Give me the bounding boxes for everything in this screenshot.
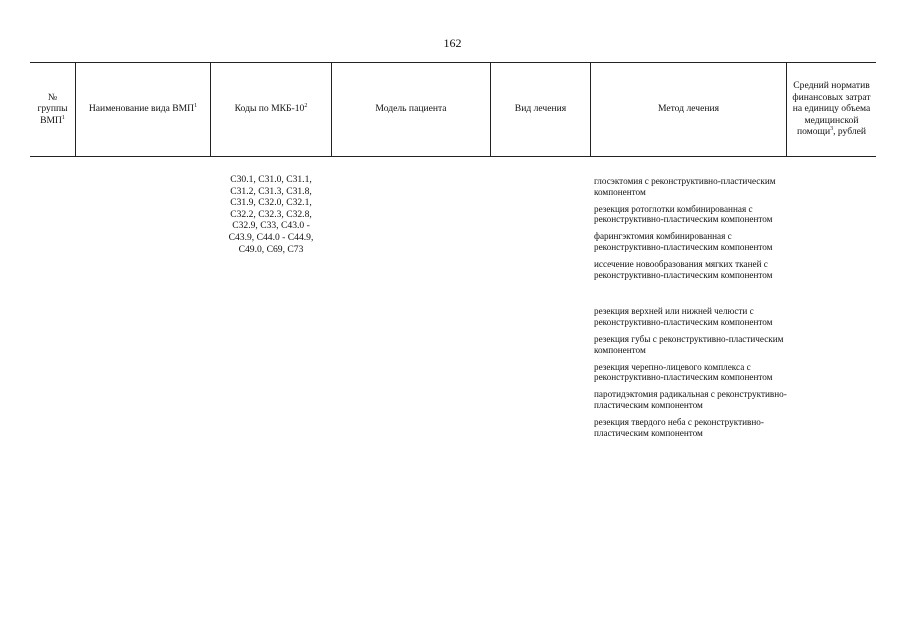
footnote-marker: 1: [194, 103, 198, 110]
header-group-number-text: № группы ВМП: [37, 91, 68, 126]
method-item: резекция губы с реконструктивно-пластическим компонентом: [594, 333, 784, 355]
header-patient-model-text: Модель пациента: [375, 103, 447, 115]
header-icd-codes: [211, 62, 331, 156]
method-item: резекция твердого неба с реконструктивно-пластическим компонентом: [594, 416, 764, 438]
method-item: резекция верхней или нижней челюсти с реконструктивно-пластическим компонентом: [594, 306, 773, 328]
method-item: иссечение новообразования мягких тканей с реконструктивно-пластическим компонентом: [594, 258, 773, 280]
method-item: глосэктомия с реконструктивно-пластическим компонентом: [594, 176, 776, 197]
footnote-marker: 2: [304, 103, 308, 110]
method-item: резекция ротоглотки комбинированная с реконструктивно-пластическим компонентом: [594, 203, 773, 225]
header-treatment-type: [491, 62, 590, 156]
header-treatment-method: [591, 62, 786, 156]
header-treatment-method-text: Метод лечения: [657, 103, 720, 115]
treatment-methods-cell: [594, 176, 794, 444]
header-average-cost-text: Средний норматив финансовых затрат на единицу объема медицинской помощи: [792, 80, 871, 138]
header-group-number: [30, 62, 75, 156]
header-vmp-name-text: Наименование вида ВМП: [88, 103, 195, 115]
footnote-marker: 1: [61, 114, 65, 121]
page-number: 162: [443, 36, 462, 50]
table-header-bottom-border: [30, 156, 876, 157]
footnote-marker: 3: [830, 126, 834, 133]
header-vmp-name: [76, 62, 210, 156]
icd-codes-cell: C30.1, C31.0, C31.1, C31.2, C31.3, C31.8, C31.9, C32.0, C32.1, C32.2, C32.3, C32.8, C32.9, C33, C43.0 - C43.9, C44.0 - C44.9, C49.0, C69, C73: [228, 174, 314, 255]
method-item: фарингэктомия комбинированная с реконструктивно-пластическим компонентом: [594, 231, 773, 252]
header-average-cost-suffix: , рублей: [833, 126, 867, 138]
header-icd-codes-text: Коды по МКБ-10: [234, 103, 305, 115]
method-item: резекция черепно-лицевого комплекса с реконструктивно-пластическим компонентом: [594, 361, 773, 383]
header-patient-model: [332, 62, 490, 156]
header-average-cost: [787, 62, 876, 156]
method-item: паротидэктомия радикальная с реконструктивно-пластическим компонентом: [594, 389, 787, 410]
header-treatment-type-text: Вид лечения: [514, 103, 567, 115]
